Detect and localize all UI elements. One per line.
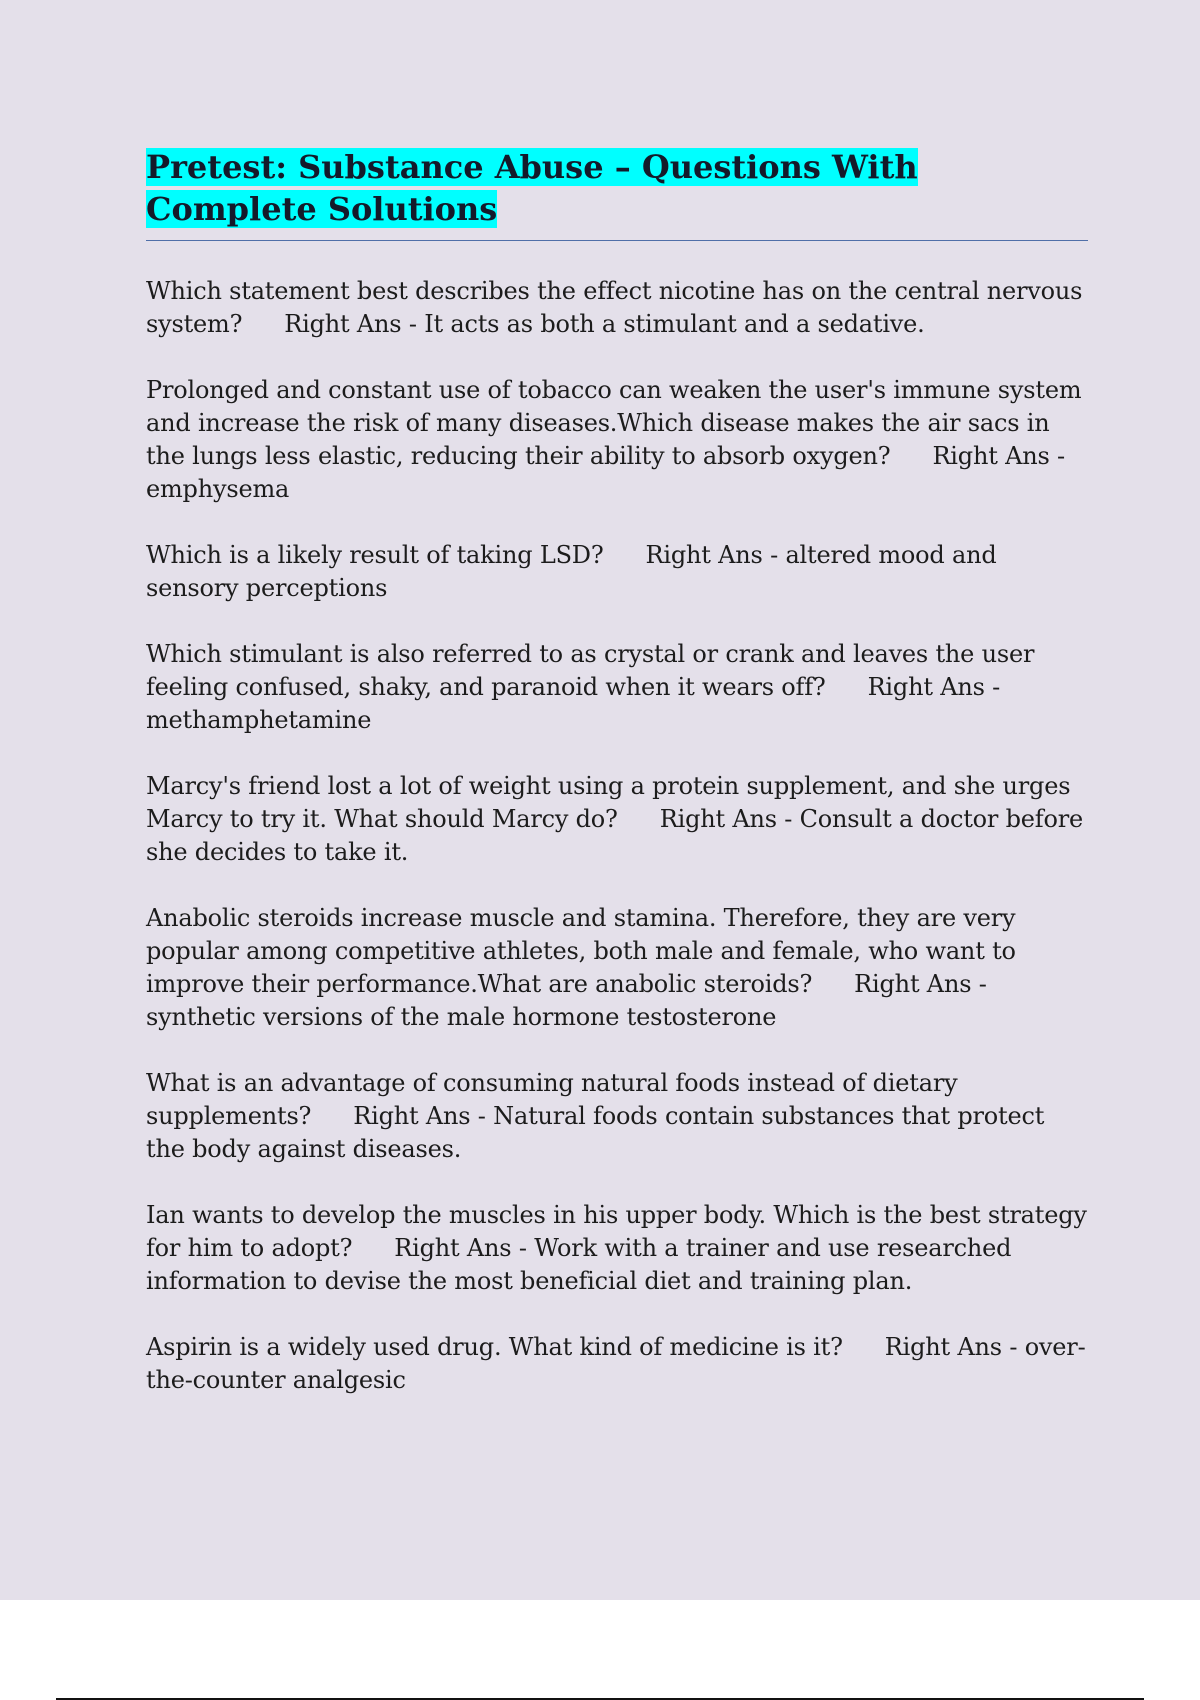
answer-prefix: Right Ans - (884, 1333, 1025, 1361)
answer-prefix: Right Ans - (659, 805, 800, 833)
question-text: Which stimulant is also referred to as crystal or crank and leaves the user feeling confused, shaky, and paranoid when it wears off? (146, 640, 1035, 701)
qa-item (146, 374, 1088, 506)
title-underline (146, 240, 1088, 241)
question-text: Prolonged and constant use of tobacco can weaken the user's immune system and increase the risk of many diseases.Which disease makes the air sacs in the lungs less elastic, reducing their ability to absorb oxygen? (146, 376, 1082, 470)
qa-item (146, 275, 1088, 341)
answer-text: over-the-counter analgesic (146, 1333, 1086, 1394)
title-highlight: Pretest: Substance Abuse – Questions With Complete Solutions (146, 148, 918, 228)
question-text: Marcy's friend lost a lot of weight using a protein supplement, and she urges Marcy to try it. What should Marcy do? (146, 772, 1071, 833)
qa-item (146, 1199, 1088, 1298)
qa-item (146, 539, 1088, 605)
answer-text: synthetic versions of the male hormone testosterone (146, 1003, 777, 1031)
answer-text: It acts as both a stimulant and a sedative. (424, 310, 925, 338)
question-text: Which is a likely result of taking LSD? (146, 541, 604, 569)
answer-prefix: Right Ans - (867, 673, 1001, 701)
answer-prefix: Right Ans - (284, 310, 425, 338)
qa-item (146, 1331, 1088, 1397)
question-text: Anabolic steroids increase muscle and stamina. Therefore, they are very popular among competitive athletes, both male and female, who want to improve their performance.What are anabolic steroids? (146, 904, 1016, 998)
document-body (146, 146, 1088, 1430)
answer-text: emphysema (146, 475, 290, 503)
answer-text: Work with a trainer and use researched information to devise the most beneficial diet and training plan. (146, 1234, 1012, 1295)
question-text: Aspirin is a widely used drug. What kind of medicine is it? (146, 1333, 843, 1361)
answer-prefix: Right Ans - (394, 1234, 535, 1262)
answer-prefix: Right Ans - (353, 1102, 494, 1130)
document-title (146, 146, 1088, 230)
qa-item (146, 770, 1088, 869)
qa-item (146, 638, 1088, 737)
answer-text: Natural foods contain substances that protect the body against diseases. (146, 1102, 1045, 1163)
question-text: Which statement best describes the effect nicotine has on the central nervous system? (146, 277, 1083, 338)
answer-prefix: Right Ans - (854, 970, 987, 998)
qa-item (146, 1067, 1088, 1166)
answer-prefix: Right Ans - (932, 442, 1065, 470)
question-text: Ian wants to develop the muscles in his upper body. Which is the best strategy for him to adopt? (146, 1201, 1087, 1262)
qa-item (146, 902, 1088, 1034)
answer-text: methamphetamine (146, 706, 372, 734)
answer-prefix: Right Ans - (645, 541, 786, 569)
qa-list (146, 275, 1088, 1397)
answer-text: altered mood and sensory perceptions (146, 541, 997, 602)
question-text: What is an advantage of consuming natural foods instead of dietary supplements? (146, 1069, 958, 1130)
answer-text: Consult a doctor before she decides to take it. (146, 805, 1083, 866)
